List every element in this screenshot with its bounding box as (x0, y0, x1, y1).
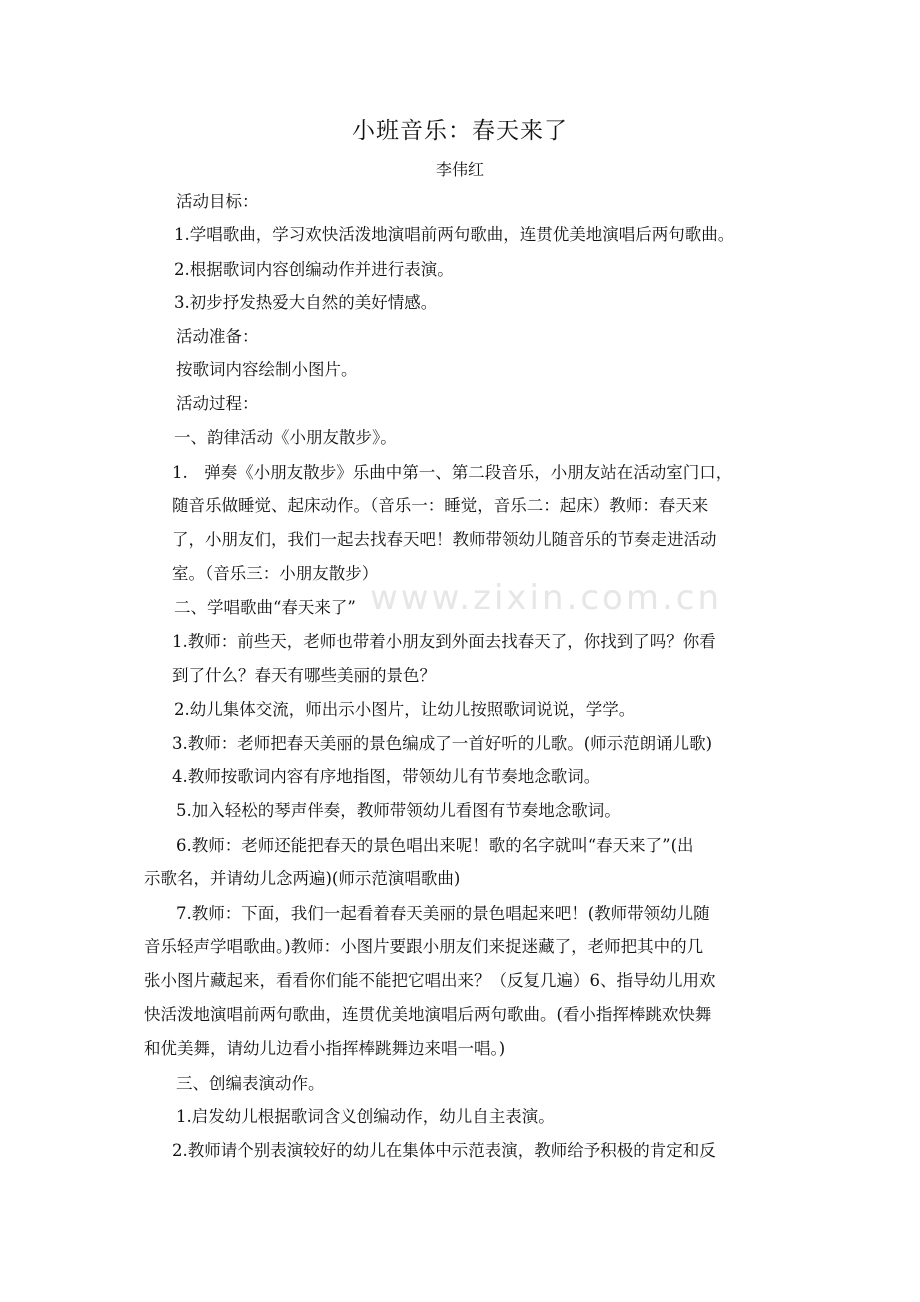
section-heading: 一、韵律活动《小朋友散步》。 (174, 428, 397, 447)
paragraph-line: 快活泼地演唱前两句歌曲，连贯优美地演唱后两句歌曲。(看小指挥棒跳欢快舞 (144, 1005, 712, 1024)
paragraph-line: 5.加入轻松的琴声伴奏，教师带领幼儿看图有节奏地念歌词。 (176, 801, 621, 820)
paragraph-line: 6.教师：老师还能把春天的景色唱出来呢！歌的名字就叫“春天来了”(出 (176, 836, 694, 855)
paragraph-line: 4.教师按歌词内容有序地指图，带领幼儿有节奏地念歌词。 (172, 767, 601, 786)
watermark: www.zixin.com.cn (370, 578, 722, 618)
paragraph-line: 3.初步抒发热爱大自然的美好情感。 (174, 293, 438, 312)
paragraph-line: 按歌词内容绘制小图片。 (176, 360, 358, 379)
section-heading: 二、学唱歌曲“春天来了” (174, 598, 356, 617)
paragraph-line: 室。（音乐三：小朋友散步） (172, 564, 379, 583)
section-heading-goals: 活动目标： (176, 192, 259, 211)
paragraph-line: 2.幼儿集体交流，师出示小图片，让幼儿按照歌词说说，学学。 (174, 700, 636, 719)
paragraph-line: 2.根据歌词内容创编动作并进行表演。 (174, 260, 454, 279)
paragraph-line: 2.教师请个别表演较好的幼儿在集体中示范表演，教师给予积极的肯定和反 (172, 1141, 716, 1160)
paragraph-line: 示歌名，并请幼儿念两遍)(师示范演唱歌曲) (144, 869, 461, 888)
paragraph-line: 7.教师：下面，我们一起看着春天美丽的景色唱起来吧！(教师带领幼儿随 (176, 904, 710, 923)
section-heading-process: 活动过程： (176, 394, 259, 413)
paragraph-line: 1. 弹奏《小朋友散步》乐曲中第一、第二段音乐，小朋友站在活动室门口， (172, 463, 733, 482)
paragraph-line: 张小图片藏起来，看看你们能不能把它唱出来？（反复几遍）6、指导幼儿用欢 (144, 971, 716, 990)
paragraph-line: 和优美舞，请幼儿边看小指挥棒跳舞边来唱一唱。) (144, 1039, 506, 1058)
paragraph-line: 音乐轻声学唱歌曲。)教师：小图片要跟小朋友们来捉迷藏了，老师把其中的几 (144, 937, 704, 956)
paragraph-line: 到了什么？春天有哪些美丽的景色？ (172, 666, 436, 685)
paragraph-line: 1.教师：前些天，老师也带着小朋友到外面去找春天了，你找到了吗？你看 (172, 632, 716, 651)
section-heading: 三、创编表演动作。 (176, 1074, 325, 1093)
document-title: 小班音乐：春天来了 (352, 118, 568, 144)
paragraph-line: 随音乐做睡觉、起床动作。（音乐一：睡觉，音乐二：起床）教师：春天来 (172, 496, 709, 515)
paragraph-line: 1.启发幼儿根据歌词含义创编动作，幼儿自主表演。 (176, 1107, 555, 1126)
paragraph-line: 了，小朋友们，我们一起去找春天吧！教师带领幼儿随音乐的节奏走进活动 (172, 530, 717, 549)
author-name: 李伟红 (435, 160, 484, 179)
paragraph-line: 1.学唱歌曲，学习欢快活泼地演唱前两句歌曲，连贯优美地演唱后两句歌曲。 (174, 225, 735, 244)
section-heading-preparation: 活动准备： (176, 327, 259, 346)
paragraph-line: 3.教师：老师把春天美丽的景色编成了一首好听的儿歌。(师示范朗诵儿歌) (172, 734, 713, 753)
